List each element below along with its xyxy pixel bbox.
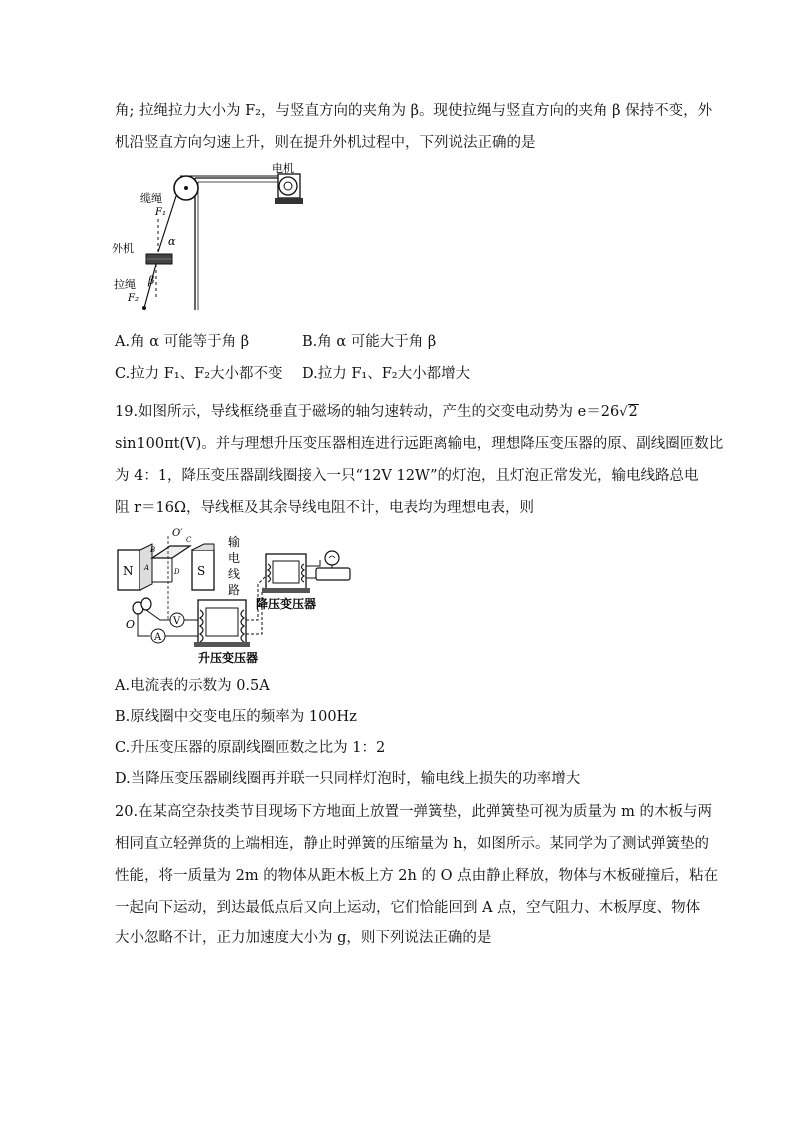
ammeter-label: A [154, 632, 162, 643]
line-char-4: 路 [228, 583, 241, 597]
o-label: O [126, 618, 136, 631]
rope-label: 拉绳 [114, 278, 136, 291]
f2-label: F₂ [128, 293, 139, 304]
q19-line-1: 19.如图所示，导线框绕垂直于磁场的轴匀速转动，产生的交变电动势为 e＝26√2 [115, 404, 638, 420]
d-label: D [174, 568, 180, 576]
q20-line-5: 大小忽略不计，正力加速度大小为 g，则下列说法正确的是 [115, 930, 492, 946]
q19-option-d: D.当降压变压器刷线圈再并联一只同样灯泡时，输电线上损失的功率增大 [115, 771, 581, 787]
q18-option-d: D.拉力 F₁、F₂大小都增大 [302, 366, 471, 382]
q19-option-c: C.升压变压器的原副线圈匝数之比为 1：2 [115, 740, 386, 756]
line-char-1: 输 [228, 535, 241, 549]
f1-label: F₁ [155, 207, 166, 218]
q20-line-1: 20.在某高空杂技类节目现场下方地面上放置一弹簧垫，此弹簧垫可视为质量为 m 的木板与两 [115, 804, 713, 820]
step-up-label: 升压变压器 [198, 651, 259, 665]
voltmeter-label: V [173, 616, 181, 627]
intro-line-2: 机沿竖直方向匀速上升，则在提升外机过程中，下列说法正确的是 [115, 135, 536, 151]
figure-19 [110, 524, 360, 670]
unit-label: 外机 [112, 242, 134, 255]
intro-line-1: 角; 拉绳拉力大小为 F₂，与竖直方向的夹角为 β。现使拉绳与竖直方向的夹角 β 保持不变，外 [115, 103, 713, 119]
q18-option-c: C.拉力 F₁、F₂大小都不变 [115, 366, 283, 382]
q20-line-3: 性能，将一质量为 2m 的物体从距木板上方 2h 的 O 点由静止释放，物体与木板碰撞后，粘在 [115, 868, 719, 884]
q20-line-2: 相同直立轻弹货的上端相连，静止时弹簧的压缩量为 h，如图所示。某同学为了测试弹簧垫的 [115, 836, 709, 852]
sqrt-argument: 2 [628, 404, 638, 420]
motor-label: 电机 [272, 162, 294, 175]
step-down-label: 降压变压器 [256, 597, 317, 611]
c-label: C [186, 536, 192, 544]
q19-line-2: sin100πt(V)。并与理想升压变压器相连进行远距离输电，理想降压变压器的原、副线圈匝数比 [115, 436, 724, 452]
south-pole-label: S [197, 564, 206, 578]
alpha-label: α [168, 235, 176, 248]
a-label: A [144, 564, 150, 572]
line-char-2: 电 [228, 551, 241, 565]
north-pole-label: N [123, 564, 134, 578]
q19-line-1-text: 19.如图所示，导线框绕垂直于磁场的轴匀速转动，产生的交变电动势为 e＝26 [115, 404, 620, 420]
o-prime-label: O′ [172, 528, 183, 539]
q18-option-a: A.角 α 可能等于角 β [115, 334, 250, 350]
q18-option-b: B.角 α 可能大于角 β [302, 334, 437, 350]
cable-label: 缆绳 [140, 192, 162, 205]
q19-option-b: B.原线圈中交变电压的频率为 100Hz [115, 709, 357, 725]
line-char-3: 线 [228, 567, 241, 581]
b-label: B [150, 546, 156, 554]
figure-18 [110, 160, 310, 320]
q19-line-4: 阻 r＝16Ω，导线框及其余导线电阻不计，电表均为理想电表，则 [115, 500, 535, 516]
beta-label: β [148, 274, 155, 287]
q19-option-a: A.电流表的示数为 0.5A [115, 678, 270, 694]
q19-line-3: 为 4：1，降压变压器副线圈接入一只“12V 12W”的灯泡，且灯泡正常发光，输电线路总电 [115, 468, 699, 484]
q20-line-4: 一起向下运动，到达最低点后又向上运动，它们恰能回到 A 点，空气阻力、木板厚度、物体 [115, 900, 701, 916]
